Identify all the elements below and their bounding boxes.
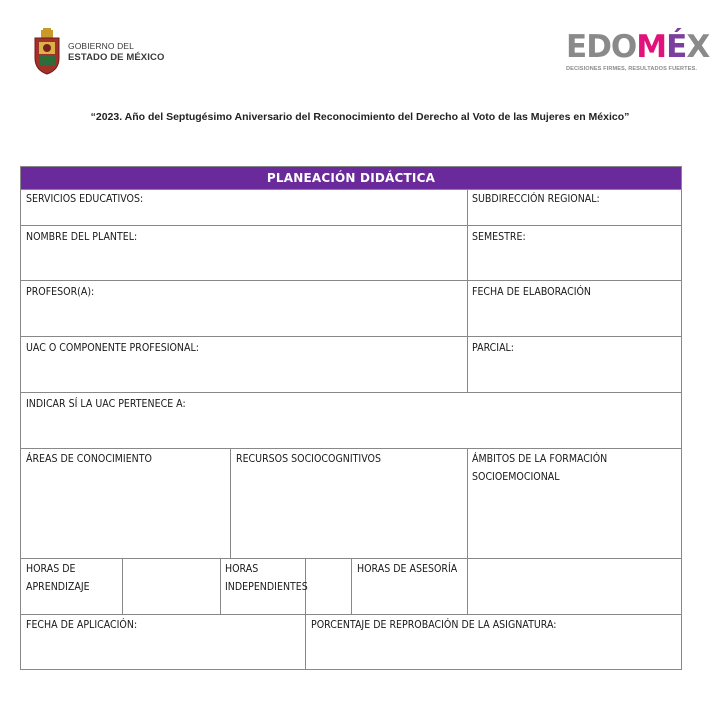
col-divider bbox=[351, 558, 352, 614]
col-divider bbox=[467, 448, 468, 614]
recursos-sociocognitivos-label: RECURSOS SOCIOCOGNITIVOS bbox=[236, 452, 381, 465]
row-divider bbox=[21, 280, 681, 281]
parcial-label: PARCIAL: bbox=[472, 341, 515, 354]
fecha-elaboracion-label: FECHA DE ELABORACIÓN bbox=[472, 285, 592, 298]
gobierno-line2: ESTADO DE MÉXICO bbox=[68, 52, 165, 63]
gobierno-line1: GOBIERNO DEL bbox=[68, 41, 134, 51]
col-divider bbox=[467, 189, 468, 392]
row-divider bbox=[21, 614, 681, 615]
subdireccion-regional-label: SUBDIRECCIÓN REGIONAL: bbox=[472, 192, 600, 205]
row-divider bbox=[21, 336, 681, 337]
row-divider bbox=[21, 448, 681, 449]
edomex-letter: M bbox=[636, 29, 667, 65]
edomex-wordmark bbox=[566, 29, 710, 65]
horas-independientes-label-line2: INDEPENDIENTES bbox=[225, 580, 308, 593]
planeacion-form bbox=[20, 166, 682, 670]
gobierno-logo bbox=[32, 28, 164, 76]
fecha-aplicacion-label: FECHA DE APLICACIÓN: bbox=[26, 618, 138, 631]
col-divider bbox=[230, 448, 231, 558]
estado-de-mexico-seal-icon bbox=[32, 28, 62, 76]
edomex-letter: D bbox=[586, 29, 611, 65]
ambitos-formacion-label-line1: ÁMBITOS DE LA FORMACIÓN bbox=[472, 452, 608, 465]
uac-componente-label: UAC O COMPONENTE PROFESIONAL: bbox=[26, 341, 199, 354]
edomex-letter: O bbox=[610, 29, 637, 65]
porcentaje-reprobacion-label: PORCENTAJE DE REPROBACIÓN DE LA ASIGNATURA: bbox=[311, 618, 557, 631]
nombre-plantel-label: NOMBRE DEL PLANTEL: bbox=[26, 230, 138, 243]
horas-aprendizaje-label-line1: HORAS DE bbox=[26, 562, 76, 575]
year-motto: “2023. Año del Septugésimo Aniversario del Reconocimiento del Derecho al Voto de las Mujeres en México” bbox=[90, 111, 630, 123]
edomex-logo bbox=[566, 29, 710, 72]
col-divider bbox=[122, 558, 123, 614]
edomex-letter: X bbox=[686, 29, 710, 65]
row-divider bbox=[21, 225, 681, 226]
indicar-uac-label: INDICAR SÍ LA UAC PERTENECE A: bbox=[26, 397, 186, 410]
form-title: PLANEACIÓN DIDÁCTICA bbox=[21, 167, 681, 189]
profesor-label: PROFESOR(A): bbox=[26, 285, 95, 298]
edomex-tagline: DECISIONES FIRMES, RESULTADOS FUERTES. bbox=[566, 66, 698, 72]
horas-independientes-label-line1: HORAS bbox=[225, 562, 259, 575]
servicios-educativos-label: SERVICIOS EDUCATIVOS: bbox=[26, 192, 144, 205]
col-divider bbox=[220, 558, 221, 614]
areas-conocimiento-label: ÁREAS DE CONOCIMIENTO bbox=[26, 452, 152, 465]
edomex-letter: E bbox=[566, 29, 587, 65]
row-divider bbox=[21, 392, 681, 393]
col-divider bbox=[305, 558, 306, 670]
horas-aprendizaje-label-line2: APRENDIZAJE bbox=[26, 580, 90, 593]
ambitos-formacion-label-line2: SOCIOEMOCIONAL bbox=[472, 470, 560, 483]
horas-asesoria-label: HORAS DE ASESORÍA bbox=[357, 562, 458, 575]
semestre-label: SEMESTRE: bbox=[472, 230, 526, 243]
edomex-letter: É bbox=[666, 29, 687, 65]
